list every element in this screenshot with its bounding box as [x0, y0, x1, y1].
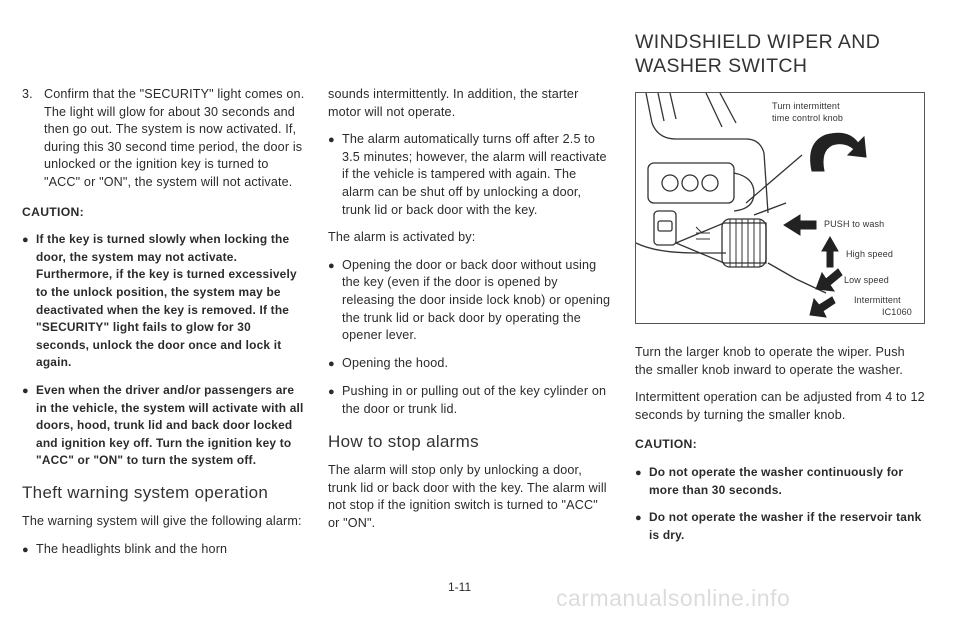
- wiper-caution-list: [635, 464, 925, 544]
- bullet-icon: ●: [635, 512, 642, 525]
- activation-text: Opening the door or back door without using the key (even if the door is opened by releasing the door inside lock knob) or opening the trunk lid or back door by operating the opener lever.: [342, 257, 611, 343]
- stop-alarms-heading: How to stop alarms: [328, 431, 479, 451]
- label-high-speed: High speed: [846, 249, 894, 259]
- caution-list: [22, 231, 306, 470]
- numbered-step-3: [22, 86, 306, 192]
- bullet-icon: ●: [635, 466, 642, 479]
- wiper-caution-item: [635, 509, 925, 544]
- bullet-icon: ●: [328, 134, 335, 147]
- step-number: 3.: [22, 87, 33, 101]
- theft-warning-list: [22, 541, 306, 560]
- wiper-caution-text: Do not operate the washer continuously for more than 30 seconds.: [649, 464, 904, 497]
- label-push-to-wash: PUSH to wash: [824, 219, 885, 229]
- label-knob-line2: time control knob: [772, 113, 844, 123]
- section-title: WINDSHIELD WIPER AND WASHER SWITCH: [635, 31, 881, 77]
- activated-by-text: The alarm is activated by:: [328, 230, 476, 245]
- figure-code: IC1060: [882, 307, 912, 317]
- caution-item: [22, 231, 306, 372]
- caution-text: If the key is turned slowly when locking the door, the system may not activate. Furthermore, if the key is turned excessively to the unlock position, the system may be deactivated when the key is removed. If the "SECURITY" light fails to glow for 30 seconds, unlock the door once and lock it again.: [36, 232, 297, 370]
- activation-text: Opening the hood.: [342, 355, 449, 370]
- wiper-caution-heading: CAUTION:: [635, 437, 697, 452]
- caution-text: Even when the driver and/or passengers are in the vehicle, the system will activate with all doors, hood, trunk lid and back door locked and ignition key off. Turn the ignition key to "ACC" or "ON" to turn the system off.: [36, 382, 304, 468]
- watermark: carmanualsonline.info: [556, 585, 791, 611]
- bullet-icon: ●: [328, 259, 335, 272]
- bullet-icon: ●: [328, 386, 335, 399]
- label-knob-line1: Turn intermittent: [772, 101, 840, 111]
- theft-warning-text: The headlights blink and the horn: [36, 542, 228, 557]
- alarm-text: The alarm automatically turns off after 2.5 to 3.5 minutes; however, the alarm will reactivate if the vehicle is tampered with again. The alarm can be shut off by unlocking a door, trunk lid or back door with the key.: [342, 132, 607, 217]
- theft-warning-item: [22, 541, 306, 560]
- label-intermittent: Intermittent: [854, 295, 901, 305]
- alarm-list: [328, 131, 612, 219]
- right-column: [635, 30, 925, 554]
- activation-list: [328, 257, 612, 419]
- middle-column: [328, 86, 612, 542]
- theft-warning-heading: Theft warning system operation: [22, 482, 269, 502]
- stop-alarms-text: The alarm will stop only by unlocking a door, trunk lid or back door with the key. The alarm will not stop if the ignition switch is turned to "ACC" or "ON".: [328, 463, 607, 530]
- step-text: Confirm that the "SECURITY" light comes on. The light will glow for about 30 seconds and then go out. The system is now activated. If, during this 30 second time period, the door is unlocked or the ignition key is turned to "ACC" or "ON", the system will not activate.: [44, 87, 305, 189]
- activation-item: [328, 383, 612, 418]
- caution-item: [22, 382, 306, 470]
- activation-item: [328, 257, 612, 345]
- label-low-speed: Low speed: [844, 275, 889, 285]
- activation-item: [328, 355, 612, 374]
- wiper-caution-text: Do not operate the washer if the reservoir tank is dry.: [649, 510, 922, 542]
- caution-heading: CAUTION:: [22, 204, 84, 219]
- wiper-paragraph-1: Turn the larger knob to operate the wiper. Push the smaller knob inward to operate the washer.: [635, 345, 905, 377]
- activation-text: Pushing in or pulling out of the key cylinder on the door or trunk lid.: [342, 384, 607, 416]
- wiper-caution-item: [635, 464, 925, 499]
- bullet-icon: ●: [22, 384, 29, 397]
- bullet-icon: ●: [22, 234, 29, 247]
- bullet-icon: ●: [22, 544, 29, 557]
- page-number: 1-11: [448, 580, 472, 594]
- wiper-switch-figure: [635, 92, 925, 324]
- wiper-paragraph-2: Intermittent operation can be adjusted from 4 to 12 seconds by turning the smaller knob.: [635, 390, 925, 422]
- continued-text: sounds intermittently. In addition, the starter motor will not operate.: [328, 87, 579, 119]
- theft-warning-intro: The warning system will give the following alarm:: [22, 514, 302, 529]
- bullet-icon: ●: [328, 357, 335, 370]
- wiper-switch-illustration: [636, 93, 924, 323]
- alarm-item: [328, 131, 612, 219]
- left-column: [22, 86, 306, 570]
